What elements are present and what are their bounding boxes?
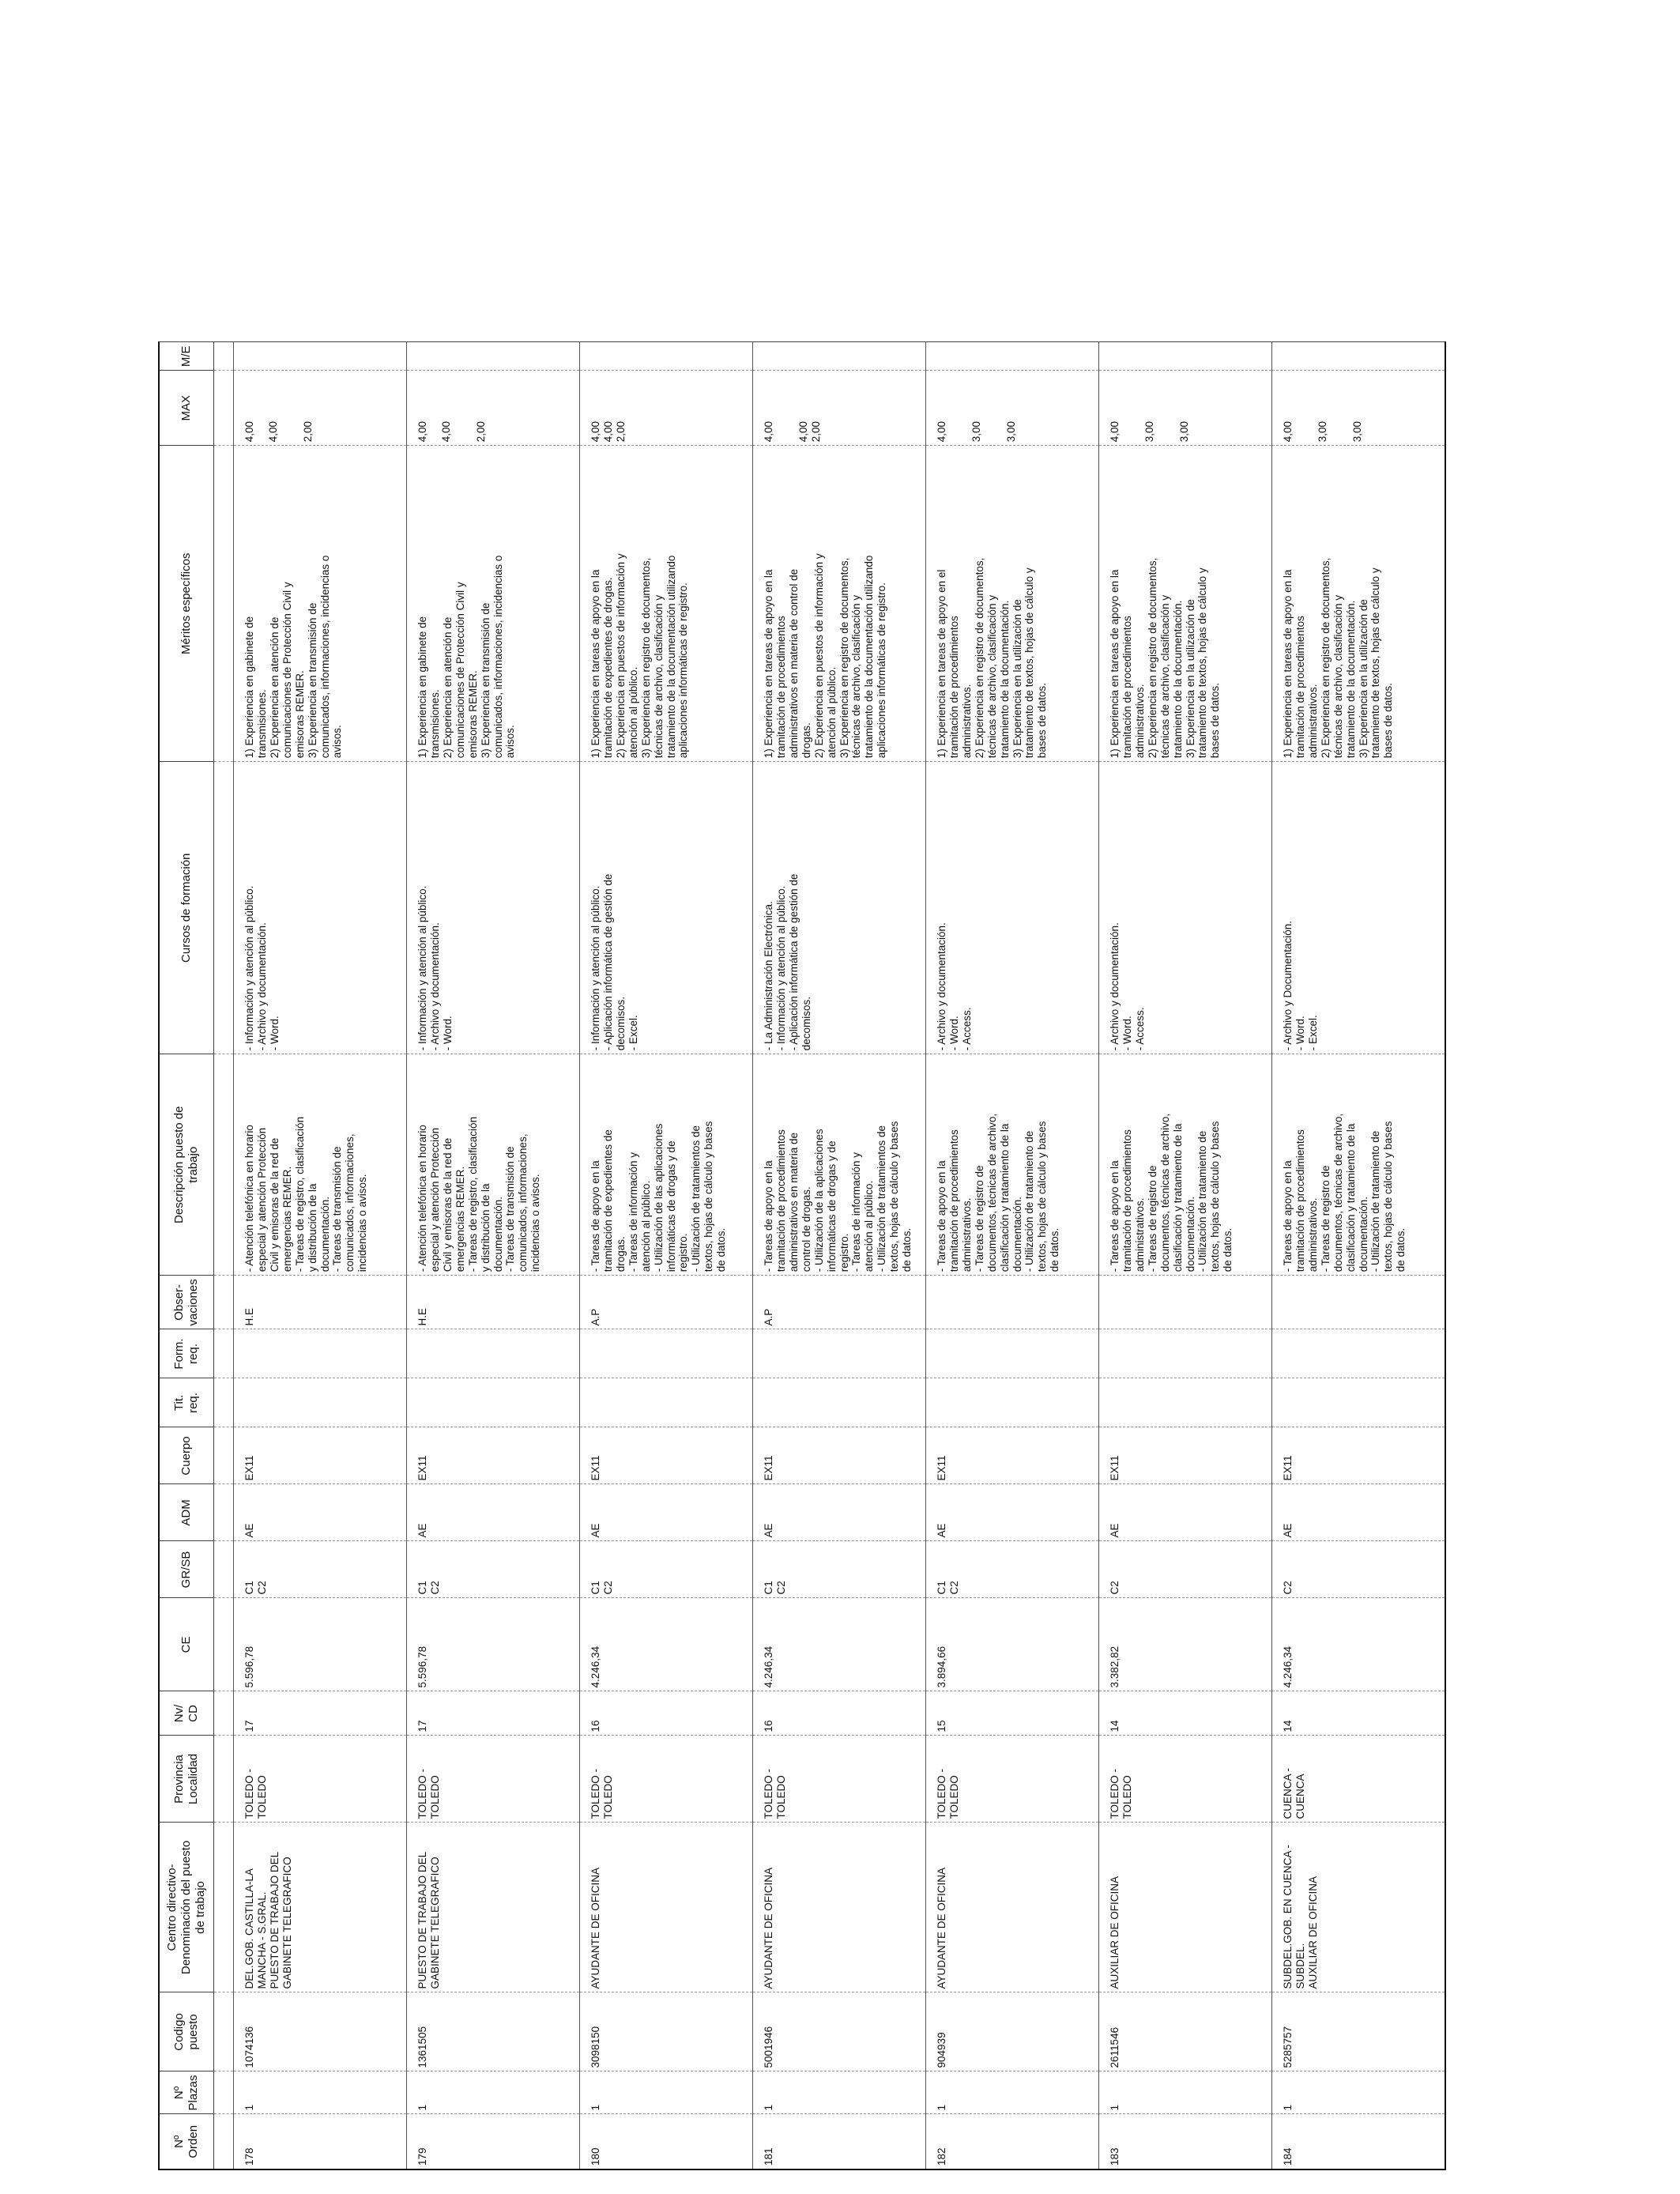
plazas-count-cell: 1 <box>407 2071 580 2114</box>
nivel-cd-cell: 16 <box>753 1691 926 1736</box>
table-row <box>234 342 407 2169</box>
spacer-cell <box>214 1736 234 1823</box>
order-number-cell: 179 <box>407 2114 580 2169</box>
max-score: 4,00 <box>416 420 428 443</box>
complemento-especifico-cell: 4.246,34 <box>1272 1598 1446 1691</box>
specific-merits-cell: 1) Experiencia en tareas de apoyo en la tramitación de procedimientos administrativos. 2) Experiencia en registro de documentos, técnicas de archivo, clasificación y tratamiento de la documentación. 3) Experiencia en la utilización de tratamiento de textos, hojas de cálculo y bases de datos. <box>1272 446 1446 762</box>
max-score: 2,00 <box>614 420 627 443</box>
header-adm: ADM <box>159 1484 214 1541</box>
header-cursos: Cursos de formación <box>159 762 214 1054</box>
observaciones-cell: A.P <box>580 1276 753 1329</box>
max-score: 4,00 <box>797 420 809 443</box>
max-scores-cell <box>580 371 753 446</box>
spacer-cell <box>214 342 234 371</box>
header-nivel: Nv/ CD <box>159 1691 214 1736</box>
me-value-cell <box>1099 342 1272 371</box>
titulacion-requerida-cell <box>580 1378 753 1427</box>
max-score: 3,00 <box>1143 420 1155 443</box>
order-number-cell: 183 <box>1099 2114 1272 2169</box>
header-max: MAX <box>159 371 214 446</box>
job-description-cell: - Tareas de apoyo en la tramitación de procedimientos administrativos. - Tareas de registro de documentos, técnicas de archivo, clasificación y tratamiento de la documentación. - Utilización de tratamiento de textos, hojas de cálculo y bases de datos. <box>926 1054 1099 1276</box>
centro-denominacion-cell: DEL.GOB. CASTILLA-LA MANCHA - S.GRAL. PUESTO DE TRABAJO DEL GABINETE TELEGRAFICO <box>234 1823 407 1992</box>
job-description-cell: - Atención telefónica en horario especial y atención Protección Civil y emisoras de la red de emergencias REMER. - Tareas de registro, clasificación y distribución de la documentación. - Tareas de transmisión de comunicados, informaciones, incidencias o avisos. <box>234 1054 407 1276</box>
titulacion-requerida-cell <box>1272 1378 1446 1427</box>
nivel-cd-cell: 15 <box>926 1691 1099 1736</box>
spacer-cell <box>214 1276 234 1329</box>
grupo-subgrupo-cell: C1 C2 <box>926 1541 1099 1598</box>
complemento-especifico-cell: 4.246,34 <box>753 1598 926 1691</box>
provincia-localidad-cell: TOLEDO - TOLEDO <box>926 1736 1099 1823</box>
centro-denominacion-cell: AYUDANTE DE OFICINA <box>753 1823 926 1992</box>
provincia-localidad-cell: CUENCA - CUENCA <box>1272 1736 1446 1823</box>
centro-denominacion-cell: AYUDANTE DE OFICINA <box>926 1823 1099 1992</box>
table-spacer-row <box>214 342 234 2169</box>
position-code-cell: 1361505 <box>407 1992 580 2071</box>
spacer-cell <box>214 1427 234 1484</box>
formacion-requerida-cell <box>1099 1329 1272 1378</box>
spacer-cell <box>214 446 234 762</box>
grupo-subgrupo-cell: C1 C2 <box>234 1541 407 1598</box>
specific-merits-cell: 1) Experiencia en gabinete de transmisiones. 2) Experiencia en atención de comunicaciones de Protección Civil y emisoras REMER. 3) Experiencia en transmisión de comunicados, informaciones, incidencias o avisos. <box>234 446 407 762</box>
training-courses-cell: - Archivo y documentación. - Word. - Access. <box>1099 762 1272 1054</box>
complemento-especifico-cell: 5.596,78 <box>407 1598 580 1691</box>
administracion-cell: AE <box>580 1484 753 1541</box>
max-score: 3,00 <box>1316 420 1328 443</box>
max-score-list <box>1109 374 1191 442</box>
header-grupo: GR/SB <box>159 1541 214 1598</box>
header-codigo: Codigo puesto <box>159 1992 214 2071</box>
header-cuerpo: Cuerpo <box>159 1427 214 1484</box>
formacion-requerida-cell <box>580 1329 753 1378</box>
complemento-especifico-cell: 3.382,82 <box>1099 1598 1272 1691</box>
job-description-cell: - Tareas de apoyo en la tramitación de procedimientos administrativos. - Tareas de registro de documentos, técnicas de archivo, clasificación y tratamiento de la documentación. - Utilización de tratamiento de textos, hojas de cálculo y bases de datos. <box>1272 1054 1446 1276</box>
table-header-row <box>159 342 214 2169</box>
position-code-cell: 3098150 <box>580 1992 753 2071</box>
table-row <box>407 342 580 2169</box>
table-row <box>1272 342 1446 2169</box>
complemento-especifico-cell: 5.596,78 <box>234 1598 407 1691</box>
job-positions-table <box>158 341 1446 2170</box>
max-score: 4,00 <box>1109 420 1121 443</box>
order-number-cell: 182 <box>926 2114 1099 2169</box>
specific-merits-cell: 1) Experiencia en tareas de apoyo en el tramitación de procedimientos administrativos. 2) Experiencia en registro de documentos, técnicas de archivo, clasificación y tratamiento de la documentación. 3) Experiencia en la utilización de tratamiento de textos, hojas de cálculo y bases de datos. <box>926 446 1099 762</box>
formacion-requerida-cell <box>407 1329 580 1378</box>
observaciones-cell <box>1099 1276 1272 1329</box>
max-score-list <box>243 374 315 442</box>
header-orden: Nº Orden <box>159 2114 214 2169</box>
max-score: 4,00 <box>243 420 255 443</box>
cuerpo-cell: EX11 <box>407 1427 580 1484</box>
max-score: 2,00 <box>301 420 314 443</box>
job-description-cell: - Atención telefónica en horario especial y atención Protección Civil y emisoras de la red de emergencias REMER. - Tareas de registro, clasificación y distribución de la documentación. - Tareas de transmisión de comunicados, informaciones, incidencias o avisos. <box>407 1054 580 1276</box>
plazas-count-cell: 1 <box>926 2071 1099 2114</box>
observaciones-cell: H.E <box>407 1276 580 1329</box>
spacer-cell <box>214 2114 234 2169</box>
max-score: 3,00 <box>1004 420 1017 443</box>
titulacion-requerida-cell <box>407 1378 580 1427</box>
specific-merits-cell: 1) Experiencia en tareas de apoyo en la tramitación de procedimientos administrativos. 2) Experiencia en registro de documentos, técnicas de archivo, clasificación y tratamiento de la documentación. 3) Experiencia en la utilización de tratamiento de textos, hojas de cálculo y bases de datos. <box>1099 446 1272 762</box>
spacer-cell <box>214 1992 234 2071</box>
nivel-cd-cell: 14 <box>1272 1691 1446 1736</box>
table-row <box>753 342 926 2169</box>
spacer-cell <box>214 1691 234 1736</box>
job-description-cell: - Tareas de apoyo en la tramitación de expedientes de drogas. - Tareas de información y atención al público. - Utilización de las aplicaciones informáticas de drogas y de registro. - Utilización de tratamientos de textos, hojas de cálculo y bases de datos. <box>580 1054 753 1276</box>
max-score: 3,00 <box>1350 420 1363 443</box>
nivel-cd-cell: 17 <box>407 1691 580 1736</box>
spacer-cell <box>214 762 234 1054</box>
centro-denominacion-cell: PUESTO DE TRABAJO DEL GABINETE TELEGRAFICO <box>407 1823 580 1992</box>
provincia-localidad-cell: TOLEDO - TOLEDO <box>1099 1736 1272 1823</box>
centro-denominacion-cell: SUBDEL.GOB. EN CUENCA - SUBDEL. AUXILIAR DE OFICINA <box>1272 1823 1446 1992</box>
plazas-count-cell: 1 <box>1272 2071 1446 2114</box>
administracion-cell: AE <box>926 1484 1099 1541</box>
provincia-localidad-cell: TOLEDO - TOLEDO <box>580 1736 753 1823</box>
me-value-cell <box>580 342 753 371</box>
cuerpo-cell: EX11 <box>1099 1427 1272 1484</box>
job-description-cell: - Tareas de apoyo en la tramitación de procedimientos administrativos en materia de control de drogas. - Utilización de la aplicaciones informáticas de drogas y de registro. - Tareas de información y atención al público. - Utilización de tratamientos de textos, hojas de cálculo y bases de datos. <box>753 1054 926 1276</box>
max-score: 3,00 <box>1177 420 1190 443</box>
max-score: 2,00 <box>474 420 487 443</box>
max-scores-cell <box>753 371 926 446</box>
me-value-cell <box>407 342 580 371</box>
titulacion-requerida-cell <box>753 1378 926 1427</box>
plazas-count-cell: 1 <box>1099 2071 1272 2114</box>
header-titulacion: Tit. req. <box>159 1378 214 1427</box>
position-code-cell: 1074136 <box>234 1992 407 2071</box>
titulacion-requerida-cell <box>1099 1378 1272 1427</box>
complemento-especifico-cell: 3.894,66 <box>926 1598 1099 1691</box>
plazas-count-cell: 1 <box>580 2071 753 2114</box>
header-centro: Centro directivo- Denominación del puesto de trabajo <box>159 1823 214 1992</box>
header-meritos: Méritos específicos <box>159 446 214 762</box>
grupo-subgrupo-cell: C2 <box>1272 1541 1446 1598</box>
order-number-cell: 180 <box>580 2114 753 2169</box>
spacer-cell <box>214 2071 234 2114</box>
observaciones-cell: A.P <box>753 1276 926 1329</box>
table-row <box>926 342 1099 2169</box>
grupo-subgrupo-cell: C1 C2 <box>580 1541 753 1598</box>
position-code-cell: 904939 <box>926 1992 1099 2071</box>
cuerpo-cell: EX11 <box>926 1427 1099 1484</box>
header-formacion: Form. req. <box>159 1329 214 1378</box>
grupo-subgrupo-cell: C2 <box>1099 1541 1272 1598</box>
formacion-requerida-cell <box>234 1329 407 1378</box>
cuerpo-cell: EX11 <box>234 1427 407 1484</box>
administracion-cell: AE <box>407 1484 580 1541</box>
observaciones-cell <box>926 1276 1099 1329</box>
max-score-list <box>936 374 1018 442</box>
provincia-localidad-cell: TOLEDO - TOLEDO <box>234 1736 407 1823</box>
max-score: 4,00 <box>1282 420 1294 443</box>
observaciones-cell <box>1272 1276 1446 1329</box>
max-score: 4,00 <box>601 420 614 443</box>
provincia-localidad-cell: TOLEDO - TOLEDO <box>753 1736 926 1823</box>
max-score: 4,00 <box>763 420 774 443</box>
max-scores-cell <box>926 371 1099 446</box>
max-score-list <box>416 374 488 442</box>
position-code-cell: 2611546 <box>1099 1992 1272 2071</box>
job-description-cell: - Tareas de apoyo en la tramitación de procedimientos administrativos. - Tareas de registro de documentos, técnicas de archivo, clasificación y tratamiento de la documentación. - Utilización de tratamiento de textos, hojas de cálculo y bases de datos. <box>1099 1054 1272 1276</box>
me-value-cell <box>926 342 1099 371</box>
max-score-list <box>590 374 627 442</box>
max-score: 4,00 <box>936 420 947 443</box>
specific-merits-cell: 1) Experiencia en tareas de apoyo en la tramitación de expedientes de drogas. 2) Experiencia en puestos de información y atención al público. 3) Experiencia en registro de documentos, técnicas de archivo, clasificación y tratamiento de la documentación utilizando aplicaciones informáticas de registro. <box>580 446 753 762</box>
me-value-cell <box>234 342 407 371</box>
spacer-cell <box>214 1598 234 1691</box>
formacion-requerida-cell <box>1272 1329 1446 1378</box>
training-courses-cell: - Información y atención al público. - Archivo y documentación. - Word. <box>407 762 580 1054</box>
plazas-count-cell: 1 <box>753 2071 926 2114</box>
cuerpo-cell: EX11 <box>580 1427 753 1484</box>
max-score: 4,00 <box>439 420 452 443</box>
training-courses-cell: - Archivo y documentación. - Word. - Access. <box>926 762 1099 1054</box>
max-score: 3,00 <box>970 420 982 443</box>
header-provincia: Provincia Localidad <box>159 1736 214 1823</box>
training-courses-cell: - Archivo y Documentación. - Word. - Excel. <box>1272 762 1446 1054</box>
training-courses-cell: - Información y atención al público. - Aplicación informática de gestión de decomisos. - Excel. <box>580 762 753 1054</box>
max-scores-cell <box>1272 371 1446 446</box>
me-value-cell <box>1272 342 1446 371</box>
header-observaciones: Obser- vaciones <box>159 1276 214 1329</box>
specific-merits-cell: 1) Experiencia en gabinete de transmisiones. 2) Experiencia en atención de comunicaciones de Protección Civil y emisoras REMER. 3) Experiencia en transmisión de comunicados, informaciones, incidencias o avisos. <box>407 446 580 762</box>
header-ce: CE <box>159 1598 214 1691</box>
spacer-cell <box>214 1378 234 1427</box>
max-scores-cell <box>407 371 580 446</box>
spacer-cell <box>214 1484 234 1541</box>
spacer-cell <box>214 1823 234 1992</box>
max-score-list <box>763 374 823 442</box>
table-body <box>214 342 1446 2169</box>
spacer-cell <box>214 1541 234 1598</box>
order-number-cell: 178 <box>234 2114 407 2169</box>
nivel-cd-cell: 17 <box>234 1691 407 1736</box>
order-number-cell: 184 <box>1272 2114 1446 2169</box>
header-me: M/E <box>159 342 214 371</box>
training-courses-cell: - Información y atención al público. - Archivo y documentación. - Word. <box>234 762 407 1054</box>
cuerpo-cell: EX11 <box>1272 1427 1446 1484</box>
position-code-cell: 5001946 <box>753 1992 926 2071</box>
table-row <box>1099 342 1272 2169</box>
table-row <box>580 342 753 2169</box>
max-scores-cell <box>1099 371 1272 446</box>
max-score: 2,00 <box>809 420 822 443</box>
training-courses-cell: - La Administración Electrónica. - Información y atención al público. - Aplicación informática de gestión de decomisos. <box>753 762 926 1054</box>
administracion-cell: AE <box>234 1484 407 1541</box>
spacer-cell <box>214 371 234 446</box>
max-scores-cell <box>234 371 407 446</box>
centro-denominacion-cell: AYUDANTE DE OFICINA <box>580 1823 753 1992</box>
me-value-cell <box>753 342 926 371</box>
grupo-subgrupo-cell: C1 C2 <box>753 1541 926 1598</box>
nivel-cd-cell: 16 <box>580 1691 753 1736</box>
centro-denominacion-cell: AUXILIAR DE OFICINA <box>1099 1823 1272 1992</box>
header-plazas: Nº Plazas <box>159 2071 214 2114</box>
max-score: 4,00 <box>590 420 601 443</box>
spacer-cell <box>214 1054 234 1276</box>
order-number-cell: 181 <box>753 2114 926 2169</box>
cuerpo-cell: EX11 <box>753 1427 926 1484</box>
observaciones-cell: H.E <box>234 1276 407 1329</box>
formacion-requerida-cell <box>753 1329 926 1378</box>
position-code-cell: 5285757 <box>1272 1992 1446 2071</box>
spacer-cell <box>214 1329 234 1378</box>
complemento-especifico-cell: 4.246,34 <box>580 1598 753 1691</box>
titulacion-requerida-cell <box>234 1378 407 1427</box>
header-descripcion: Descripción puesto de trabajo <box>159 1054 214 1276</box>
provincia-localidad-cell: TOLEDO - TOLEDO <box>407 1736 580 1823</box>
max-score-list <box>1282 374 1364 442</box>
formacion-requerida-cell <box>926 1329 1099 1378</box>
administracion-cell: AE <box>753 1484 926 1541</box>
administracion-cell: AE <box>1099 1484 1272 1541</box>
nivel-cd-cell: 14 <box>1099 1691 1272 1736</box>
grupo-subgrupo-cell: C1 C2 <box>407 1541 580 1598</box>
administracion-cell: AE <box>1272 1484 1446 1541</box>
max-score: 4,00 <box>266 420 279 443</box>
plazas-count-cell: 1 <box>234 2071 407 2114</box>
titulacion-requerida-cell <box>926 1378 1099 1427</box>
specific-merits-cell: 1) Experiencia en tareas de apoyo en la tramitación de procedimientos administrativos en materia de control de drogas. 2) Experiencia en puestos de información y atención al público. 3) Experiencia en registro de documentos, técnicas de archivo, clasificación y tratamiento de la documentación utilizando aplicaciones informáticas de registro. <box>753 446 926 762</box>
